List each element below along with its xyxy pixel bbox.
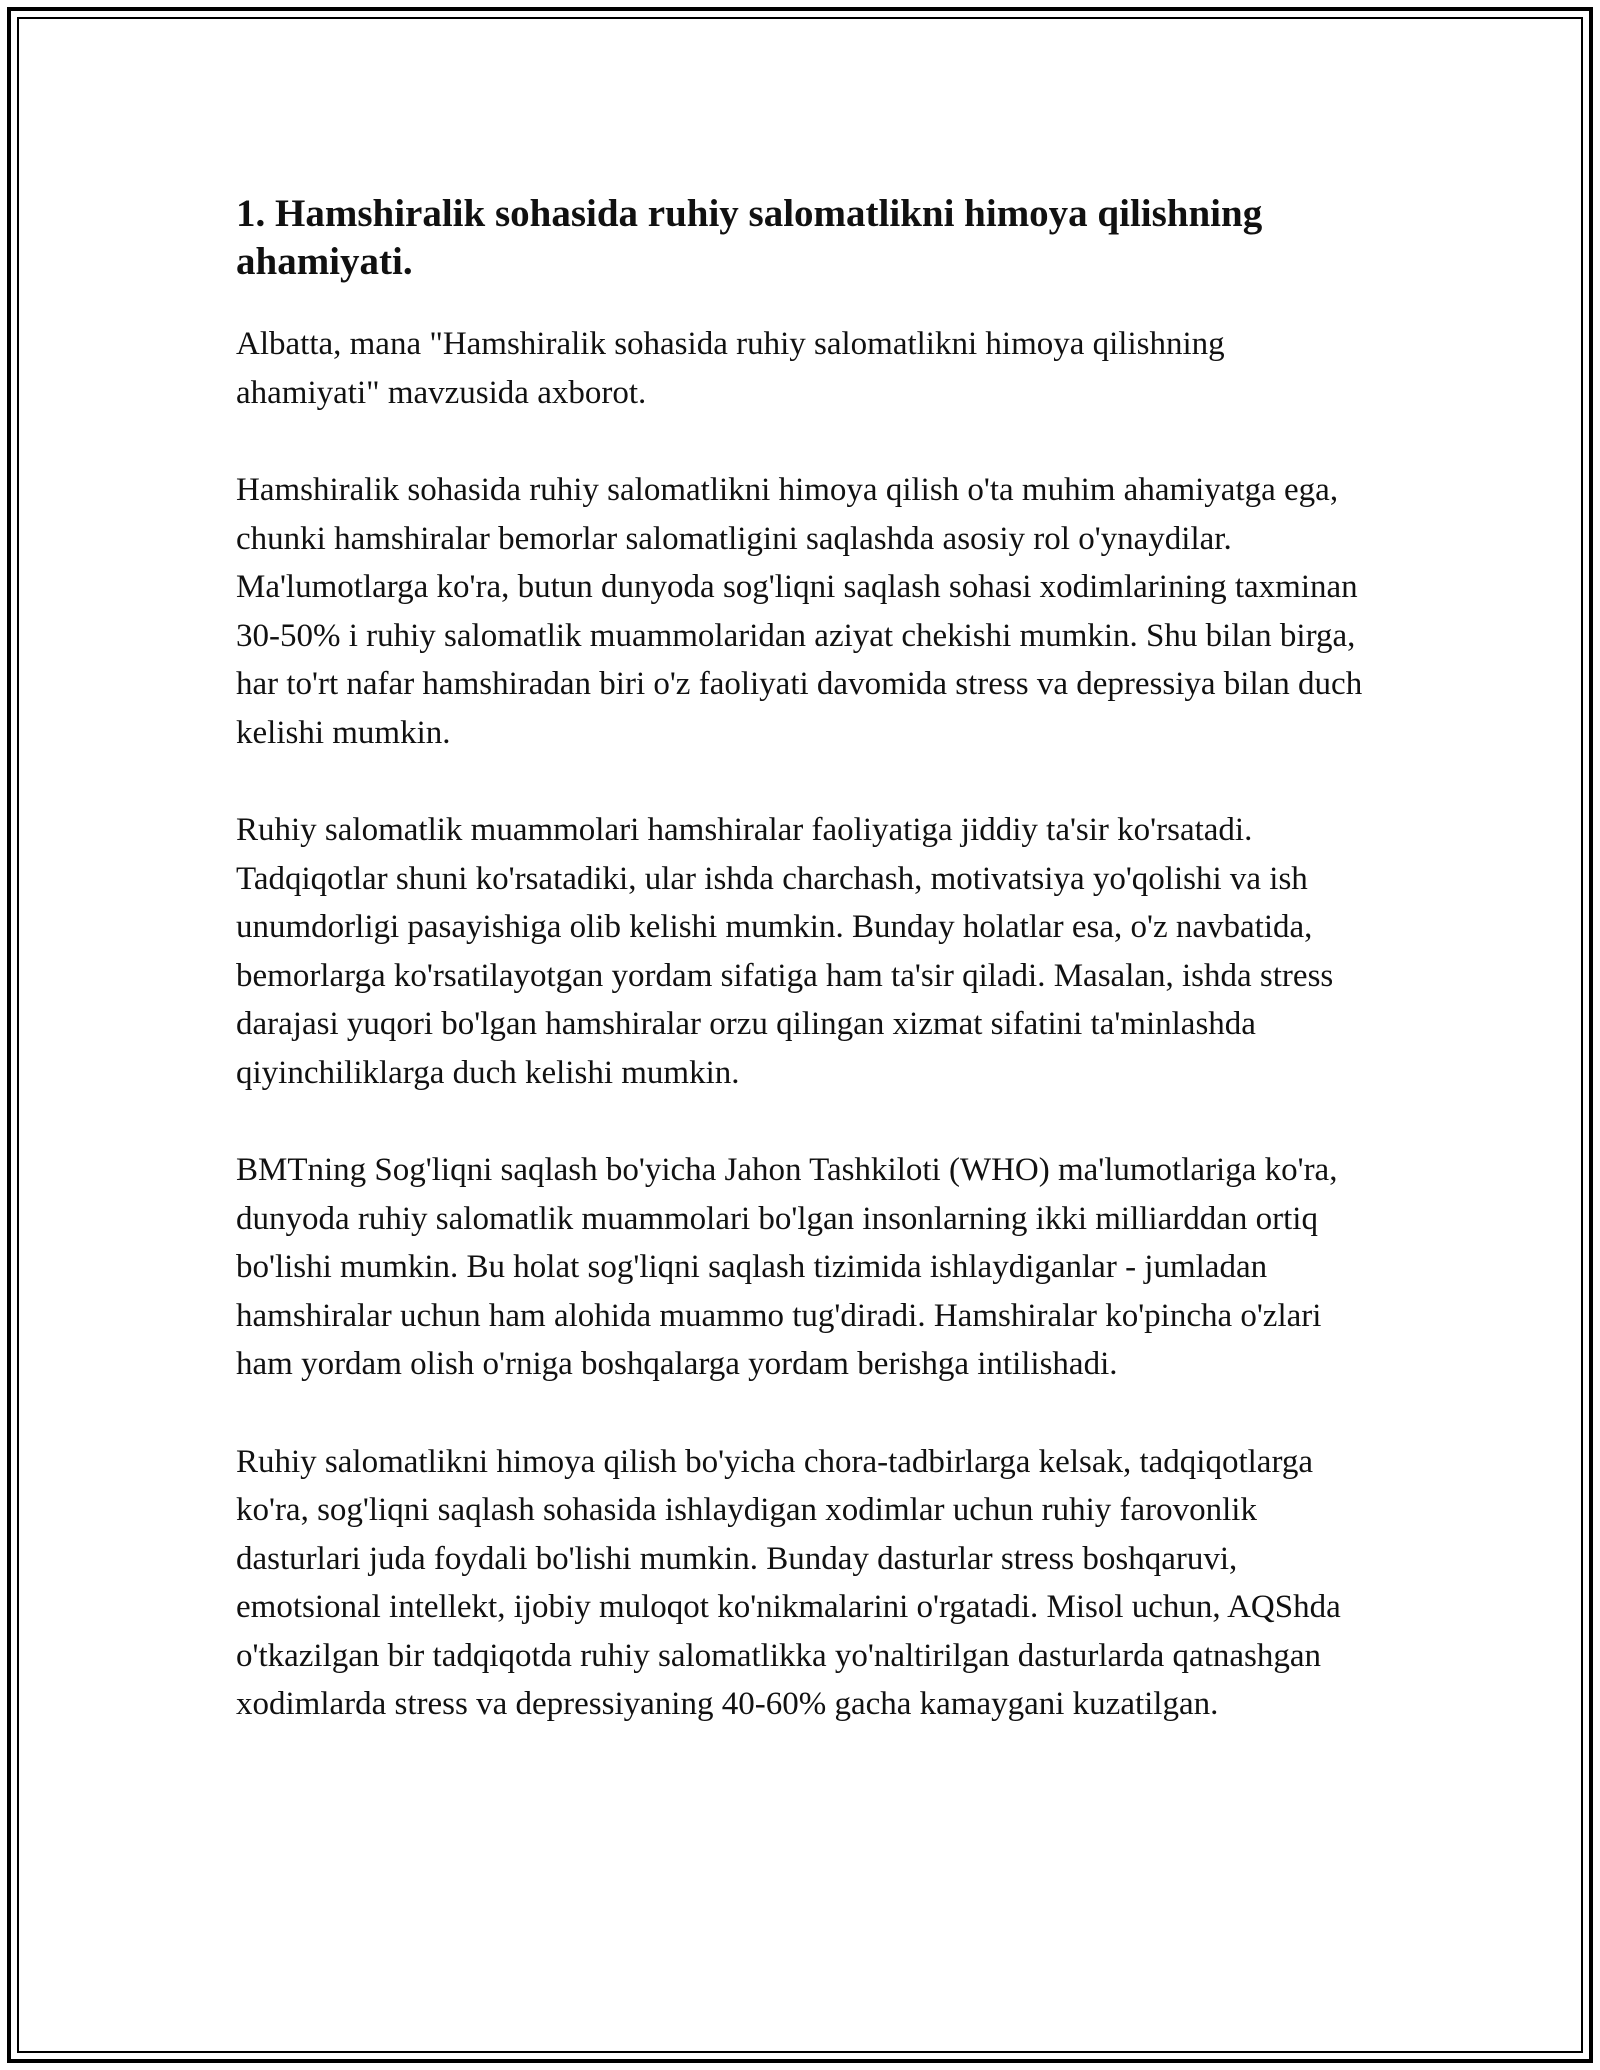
document-body <box>236 190 1376 1778</box>
section-heading: 1. Hamshiralik sohasida ruhiy salomatlikni himoya qilishning ahamiyati. <box>236 192 1263 283</box>
paragraph-intro: Albatta, mana "Hamshiralik sohasida ruhiy salomatlikni himoya qilishning ahamiyati" mavzusida axborot. <box>236 326 1225 411</box>
paragraph-measures: Ruhiy salomatlikni himoya qilish bo'yicha chora-tadbirlarga kelsak, tadqiqotlarga ko'ra, sog'liqni saqlash sohasida ishlaydigan xodimlar uchun ruhiy farovonlik dasturlari juda foydali bo'lishi mumkin. Bunday dasturlar stress boshqaruvi, emotsional intellekt, ijobiy muloqot ko'nikmalarini o'rgatadi. Misol uchun, AQShda o'tkazilgan bir tadqiqotda ruhiy salomatlikka yo'naltirilgan dasturlarda qatnashgan xodimlarda stress va depressiyaning 40-60% gacha kamaygani kuzatilgan. <box>236 1443 1341 1722</box>
paragraph-impact: Ruhiy salomatlik muammolari hamshiralar faoliyatiga jiddiy ta'sir ko'rsatadi. Tadqiqotlar shuni ko'rsatadiki, ular ishda charchash, motivatsiya yo'qolishi va ish unumdorligi pasayishiga olib kelishi mumkin. Bunday holatlar esa, o'z navbatida, bemorlarga ko'rsatilayotgan yordam sifatiga ham ta'sir qiladi. Masalan, ishda stress darajasi yuqori bo'lgan hamshiralar orzu qilingan xizmat sifatini ta'minlashda qiyinchiliklarga duch kelishi mumkin. <box>236 812 1334 1091</box>
paragraph-who-data: BMTning Sog'liqni saqlash bo'yicha Jahon Tashkiloti (WHO) ma'lumotlariga ko'ra, dunyoda ruhiy salomatlik muammolari bo'lgan insonlarning ikki milliarddan ortiq bo'lishi mumkin. Bu holat sog'liqni saqlash tizimida ishlaydiganlar - jumladan hamshiralar uchun ham alohida muammo tug'diradi. Hamshiralar ko'pincha o'zlari ham yordam olish o'rniga boshqalarga yordam berishga intilishadi. <box>236 1152 1338 1382</box>
paragraph-importance: Hamshiralik sohasida ruhiy salomatlikni himoya qilish o'ta muhim ahamiyatga ega, chunki hamshiralar bemorlar salomatligini saqlashda asosiy rol o'ynaydilar. Ma'lumotlarga ko'ra, butun dunyoda sog'liqni saqlash sohasi xodimlarining taxminan 30-50% i ruhiy salomatlik muammolaridan aziyat chekishi mumkin. Shu bilan birga, har to'rt nafar hamshiradan biri o'z faoliyati davomida stress va depressiya bilan duch kelishi mumkin. <box>236 472 1363 751</box>
